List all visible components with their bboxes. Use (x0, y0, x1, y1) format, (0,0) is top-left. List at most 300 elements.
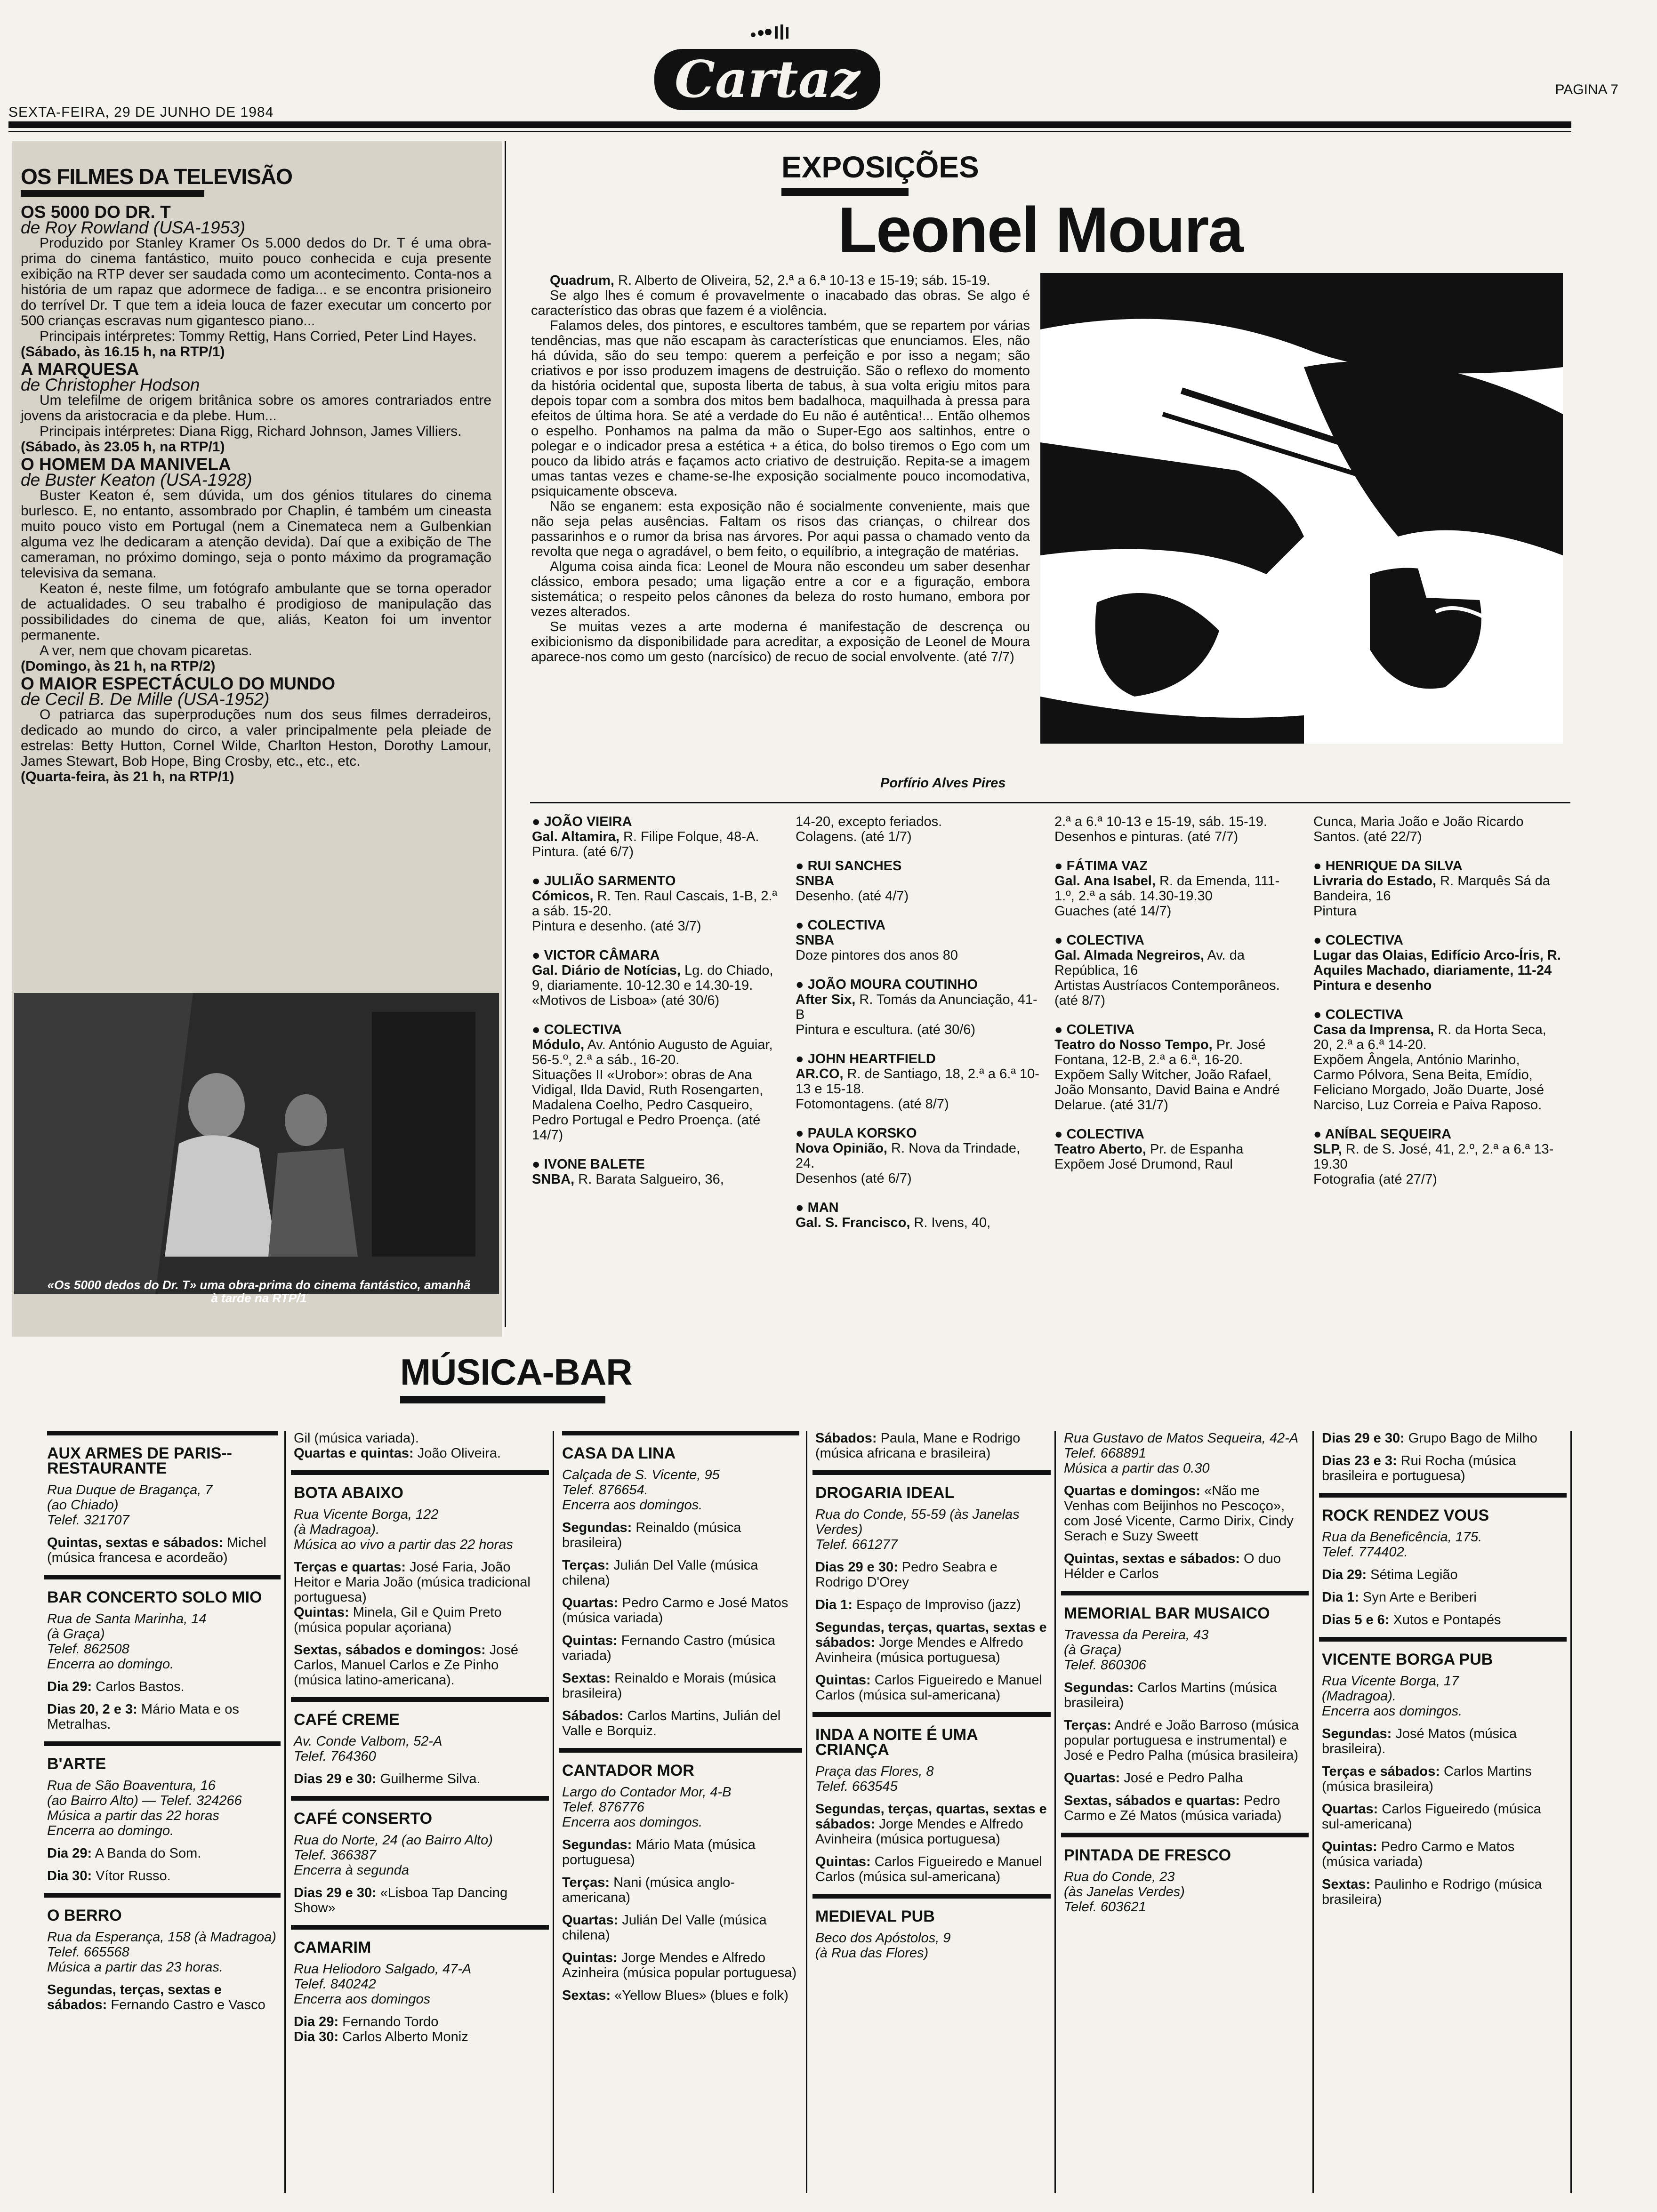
schedule-days: Dia 29: (47, 1846, 92, 1861)
schedule-act: Pedro Carmo e José Matos (música variada) (562, 1595, 788, 1626)
film-director: de Buster Keaton (USA-1928) (21, 470, 252, 489)
bar-address: (ao Chiado) (47, 1498, 119, 1513)
film-synopsis: Buster Keaton é, sem dúvida, um dos génios titulares do cinema burlesco. E, no entanto, assombrado por Chaplin, é também um cineasta muito pouco visto em Portugal (nem a Cinemateca nem a Gulbenkian alguma vez lhe dedicaram a atenção devida). Daí que a exibição de The cameraman, no próximo domingo, seja o ponto máximo da programação televisiva da semana. (21, 488, 491, 581)
bar-address: Travessa da Pereira, 43 (1064, 1627, 1209, 1643)
schedule-days: Quintas: (562, 1950, 618, 1965)
tv-film-list (21, 202, 491, 785)
review-paragraph: Falamos deles, dos pintores, e escultores também, que se repartem por várias tendências, mas que não escapam às características que enunciamos. Eles, não há dúvida, são do seu tempo: querem a perfeição e por isso a negam; são criativos e por isso produzem imagens de destruição. São o reflexo do momento da história ocidental que, suposta liberta de tabus, à sua volta erigiu mitos para depois topar com a sombra dos mitos bem badalhoca, maquilhada à pressa para efeitos de última hora. Se até a verdade do Eu não é autêntica!... Então olhemos o espelho. Ponhamos na palma da mão o Super-Ego aos saltinhos, entre o polegar e o indicador presa a estética + a ética, do bolso tiremos o Ego com um pouco da libido atrás e façamos acto criativo de destruição. Repita-se a imagem umas tantas vezes e chame-se-lhe exposição socialmente pouco incomodativa, psiquicamente obsceva. (531, 318, 1030, 499)
bar-name: CAFÉ CREME (294, 1711, 400, 1729)
schedule-days: Terças e sábados: (1322, 1764, 1440, 1779)
exhibition-column (796, 814, 1040, 1244)
bar-name: PINTADA DE FRESCO (1064, 1846, 1231, 1864)
schedule-act: Reinaldo (música brasileira) (562, 1520, 741, 1550)
bar-phone: Telef. 862508 (47, 1642, 129, 1657)
exhibition-info: Pintura (1313, 904, 1357, 919)
schedule-act: Reinaldo e Morais (música brasileira) (562, 1671, 776, 1701)
bar-address: Rua Vicente Borga, 17 (1322, 1674, 1459, 1689)
schedule-act: Pedro Seabra e Rodrigo D'Orey (815, 1560, 997, 1590)
exhibition-entry (796, 814, 1040, 844)
gallery-detail: Av. António Augusto de Aguiar, 56-5.º, 2.ª a sáb., 16-20. (532, 1037, 773, 1067)
schedule-act: «Lisboa Tap Dancing Show» (294, 1885, 508, 1915)
schedule-act: Jorge Mendes e Alfredo Azinheira (música popular portuguesa) (562, 1950, 797, 1980)
gallery-detail: 2.ª a 6.ª 10-13 e 15-19, sáb. 15-19. (1054, 814, 1267, 829)
gallery-detail: R. Barata Salgueiro, 36, (578, 1172, 724, 1187)
artist-name: ● ANÍBAL SEQUEIRA (1313, 1127, 1452, 1142)
schedule-act: Minela, Gil e Quim Preto (música popular açoriana) (294, 1605, 502, 1635)
gallery-detail: Cunca, Maria João e João Ricardo Santos. (até 22/7) (1313, 814, 1524, 844)
gallery-name: Gal. S. Francisco, (796, 1215, 910, 1230)
bar-phone: Telef. 661277 (815, 1537, 898, 1552)
exhibition-entry (1054, 1127, 1299, 1172)
schedule-days: Terças e quartas: (294, 1560, 406, 1575)
gallery-detail: R. Ten. Raul Cascais, 1-B, 2.ª a sáb. 15-20. (532, 889, 778, 919)
bar-name: INDA A NOITE É UMA CRIANÇA (815, 1726, 978, 1759)
artist-name: ● COLETIVA (1054, 1022, 1135, 1037)
schedule-act: Carlos Figueiredo (música sul-americana) (1322, 1802, 1541, 1832)
gallery-name: Teatro do Nosso Tempo, (1054, 1037, 1213, 1052)
exhibition-column (532, 814, 781, 1201)
film-synopsis: O patriarca das superproduções num dos seus filmes derradeiros, dedicado ao mundo do circo, a valer principalmente pela pleiade de estrelas: Betty Hutton, Cornel Wilde, Charlton Heston, Dorothy Lamour, James Stewart, Bob Hope, Bing Crosby, etc., etc., etc. (21, 707, 491, 769)
column-divider (505, 141, 506, 1327)
bar-address: Rua de São Boaventura, 16 (47, 1778, 216, 1793)
music-bar-column (294, 1431, 546, 2044)
bar-hours: Música a partir das 23 horas. (47, 1960, 223, 1975)
film-note: A ver, nem que chovam picaretas. (40, 643, 252, 658)
schedule-act: Vítor Russo. (96, 1868, 171, 1883)
bar-closing: Encerra aos domingos. (562, 1498, 703, 1513)
music-bar-column (47, 1431, 278, 2012)
exhibition-info: Pintura. (até 6/7) (532, 844, 634, 859)
exhibition-info: Colagens. (até 1/7) (796, 829, 912, 844)
artist-name: ● RUI SANCHES (796, 858, 902, 874)
gallery-detail: R. Ivens, 40, (914, 1215, 991, 1230)
schedule-act: Michel (música francesa e acordeão) (47, 1535, 266, 1565)
bar-phone: Telef. 860306 (1064, 1658, 1146, 1673)
exhibition-info: Desenhos (até 6/7) (796, 1171, 912, 1186)
tv-section-title: OS FILMES DA TELEVISÃO (21, 164, 292, 189)
schedule-days: Quartas: (1322, 1802, 1378, 1817)
exhibition-info: Fotomontagens. (até 8/7) (796, 1097, 949, 1112)
featured-artist-title: Leonel Moura (838, 194, 1243, 265)
bar-name: B'ARTE (47, 1755, 106, 1773)
gallery-name: SNBA, (532, 1172, 575, 1187)
music-bar-column (1322, 1431, 1564, 1907)
schedule-act: Carlos Alberto Moniz (342, 2029, 468, 2044)
bar-address: (ao Bairro Alto) — Telef. 324266 (47, 1793, 242, 1808)
exhibition-info: Artistas Austríacos Contemporâneos. (até 8/7) (1054, 978, 1280, 1008)
schedule-act: Pedro Carmo e Zé Matos (música variada) (1064, 1793, 1282, 1823)
exhibition-entry (796, 858, 1040, 904)
exhibition-info: Desenhos e pinturas. (até 7/7) (1054, 829, 1239, 844)
exhibition-entry (1313, 1127, 1563, 1187)
schedule-days: Sextas: (1322, 1877, 1371, 1892)
exhibition-entry (1313, 858, 1563, 919)
tv-title-underline (21, 190, 204, 197)
schedule-days: Quartas: (562, 1913, 619, 1928)
bar-address: Av. Conde Valbom, 52-A (294, 1734, 442, 1749)
schedule-act: Pedro Carmo e Matos (música variada) (1322, 1839, 1515, 1869)
exhibition-entry (1054, 1022, 1299, 1113)
schedule-days: Sábados: (815, 1431, 877, 1446)
bar-address: (à Graça) (1064, 1643, 1122, 1658)
bar-hours: Música ao vivo a partir das 22 horas (294, 1537, 513, 1552)
header-rule-thin (8, 131, 1571, 132)
bar-address: Rua do Conde, 23 (1064, 1869, 1175, 1884)
schedule-days: Quartas: (562, 1595, 619, 1611)
gallery-name: Lugar das Olaias, Edifício Arco-Íris, R. Aquiles Machado, diariamente, 11-24 (1313, 948, 1561, 978)
schedule-act: João Oliveira. (417, 1446, 501, 1461)
film-cast: Principais intérpretes: Tommy Rettig, Hans Corried, Peter Lind Hayes. (40, 329, 477, 344)
schedule-days: Segundas: (1322, 1726, 1392, 1741)
film-schedule: (Sábado, às 23.05 h, na RTP/1) (21, 439, 225, 455)
bar-address: Rua Gustavo de Matos Sequeira, 42-A (1064, 1431, 1299, 1446)
schedule-act: André e João Barroso (música popular portuguesa e instrumental) e José e Pedro Palha (música brasileira) (1064, 1718, 1299, 1763)
schedule-days: Quintas: (815, 1854, 871, 1869)
film-schedule: (Domingo, às 21 h, na RTP/2) (21, 658, 216, 674)
gallery-name: Livraria do Estado, (1313, 874, 1437, 889)
schedule-days: Dias 5 e 6: (1322, 1612, 1390, 1627)
bar-address: (à Rua das Flores) (815, 1946, 929, 1961)
gallery-name: Gal. Ana Isabel, (1054, 874, 1156, 889)
schedule-act: Carlos Figueiredo e Manuel Carlos (música sul-americana) (815, 1673, 1042, 1703)
schedule-days: Dia 1: (1322, 1590, 1359, 1605)
gallery-name: SLP, (1313, 1142, 1342, 1157)
page-number: PAGINA 7 (1555, 82, 1618, 97)
bar-closing: Encerra ao domingo. (47, 1657, 174, 1672)
schedule-days: Quintas: (1322, 1839, 1377, 1854)
schedule-act: Nani (música anglo-americana) (562, 1875, 735, 1905)
exhibition-info: Pintura e desenho (1313, 978, 1432, 993)
bar-name: AUX ARMES DE PARIS--RESTAURANTE (47, 1444, 232, 1477)
schedule-days: Terças: (562, 1875, 610, 1890)
artist-name: ● JULIÃO SARMENTO (532, 874, 676, 889)
schedule-days: Dia 1: (815, 1597, 853, 1612)
bar-address: Rua do Norte, 24 (ao Bairro Alto) (294, 1833, 493, 1848)
schedule-days: Sextas: (562, 1988, 611, 2003)
schedule-act: Carlos Martins (música brasileira) (1322, 1764, 1532, 1794)
schedule-act: Carlos Martins, Julián del Valle e Borquiz. (562, 1708, 781, 1739)
bar-divider (291, 1697, 549, 1702)
exhibition-info: Desenho. (até 4/7) (796, 889, 909, 904)
issue-date: SEXTA-FEIRA, 29 DE JUNHO DE 1984 (8, 104, 274, 120)
bar-address: Rua da Beneficência, 175. (1322, 1530, 1482, 1545)
schedule-days: Dia 29: (294, 2014, 339, 2029)
schedule-act: Paula, Mane e Rodrigo (música africana e brasileira) (815, 1431, 1021, 1461)
schedule-act: Jorge Mendes e Alfredo Avinheira (música portuguesa) (815, 1817, 1023, 1847)
review-paragraph: Alguma coisa ainda fica: Leonel de Moura não escondeu um saber desenhar clássico, embora pesado; uma ligação entre a cor e a figuração, embora sistemática; o respeito pelos cânones da beleza do rosto humano, embora por vezes alterados. (531, 559, 1030, 619)
bar-name: ROCK RENDEZ VOUS (1322, 1507, 1489, 1524)
bar-divider (1319, 1637, 1567, 1642)
gallery-name: After Six, (796, 992, 856, 1007)
bar-name: BOTA ABAIXO (294, 1484, 403, 1502)
gallery-detail: Av. da República, 16 (1054, 948, 1245, 978)
bar-address: Rua Heliodoro Salgado, 47-A (294, 1962, 472, 1977)
schedule-days: Dia 29: (1322, 1567, 1367, 1582)
bar-phone: Telef. 764360 (294, 1749, 376, 1764)
bar-address: Rua Duque de Bragança, 7 (47, 1483, 213, 1498)
schedule-days: Terças: (562, 1558, 610, 1573)
bar-name: CASA DA LINA (562, 1444, 676, 1462)
gallery-name: Teatro Aberto, (1054, 1142, 1146, 1157)
bar-divider (291, 1470, 549, 1475)
bar-name: CANTADOR MOR (562, 1762, 694, 1779)
exhibition-entry (532, 948, 781, 1008)
gallery-detail: R. da Horta Seca, 20, 2.ª a 6.ª 14-20. (1313, 1022, 1546, 1052)
bar-address: Rua da Esperança, 158 (à Madragoa) (47, 1930, 276, 1945)
schedule-days: Dia 29: (47, 1679, 92, 1694)
schedule-days: Dias 29 e 30: (294, 1771, 377, 1787)
bar-divider (291, 1925, 549, 1930)
bar-phone: Telef. 603621 (1064, 1899, 1146, 1915)
gallery-name: Gal. Altamira, (532, 829, 619, 844)
film-synopsis: Um telefilme de origem britânica sobre os amores contrariados entre jovens da aristocracia e da plebe. Hum... (21, 393, 491, 424)
gallery-detail: R. Marquês Sá da Bandeira, 16 (1313, 874, 1550, 904)
exhibition-entry (532, 1022, 781, 1143)
bar-address: Rua de Santa Marinha, 14 (47, 1611, 207, 1627)
gallery-name: Gal. Almada Negreiros, (1054, 948, 1205, 963)
artist-name: ● HENRIQUE DA SILVA (1313, 858, 1463, 874)
exhibition-entry (796, 1200, 1040, 1230)
bar-phone: Telef. 876654. (562, 1483, 648, 1498)
schedule-act: O duo Hélder e Carlos (1064, 1551, 1281, 1581)
schedule-act: Sétima Legião (1370, 1567, 1458, 1582)
artwork-image (1040, 273, 1563, 744)
gallery-name: Nova Opinião, (796, 1141, 887, 1156)
schedule-days: Segundas: (562, 1520, 632, 1535)
schedule-days: Sextas: (562, 1671, 611, 1686)
schedule-act: Espaço de Improviso (jazz) (856, 1597, 1021, 1612)
bar-divider (1061, 1591, 1309, 1595)
gallery-detail: Pr. de Espanha (1150, 1142, 1244, 1157)
exhibition-entry (532, 1157, 781, 1187)
exhibition-info: Expõem Ângela, António Marinho, Carmo Pólvora, Sena Beita, Emídio, Feliciano Morgado, João Duarte, José Narciso, Luz Correia e Paiva Raposo. (1313, 1052, 1544, 1113)
bar-name: DROGARIA IDEAL (815, 1484, 955, 1502)
schedule-days: Sextas, sábados e domingos: (294, 1643, 486, 1658)
schedule-days: Dias 29 e 30: (815, 1560, 898, 1575)
review-byline: Porfírio Alves Pires (880, 776, 1006, 791)
schedule-days: Segundas: (562, 1837, 632, 1852)
film-director: de Cecil B. De Mille (USA-1952) (21, 689, 270, 709)
music-bar-heading: MÚSICA-BAR (400, 1351, 632, 1393)
review-venue-detail: R. Alberto de Oliveira, 52, 2.ª a 6.ª 10-13 e 15-19; sáb. 15-19. (618, 273, 990, 288)
exhibition-info: «Motivos de Lisboa» (até 30/6) (532, 993, 720, 1008)
bar-divider (1061, 1833, 1309, 1837)
artist-name: ● PAULA KORSKO (796, 1126, 917, 1141)
exhibition-info: Situações II «Urobor»: obras de Ana Vidigal, Ilda David, Ruth Rosengarten, Madalena Coelho, Pedro Casqueiro, Pedro Portugal e Pedro Proença. (até 14/7) (532, 1067, 764, 1143)
exhibition-info: Fotografia (até 27/7) (1313, 1172, 1437, 1187)
artist-name: ● JOÃO MOURA COUTINHO (796, 977, 978, 992)
bar-name: CAFÉ CONSERTO (294, 1810, 433, 1827)
gallery-detail: R. Tomás da Anunciação, 41-B (796, 992, 1038, 1022)
film-title: OS 5000 DO DR. T (21, 202, 171, 222)
gallery-detail: R. Nova da Trindade, 24. (796, 1141, 1021, 1171)
review-text (531, 273, 1030, 665)
schedule-days: Quintas: (815, 1673, 871, 1688)
artist-name: ● COLECTIVA (796, 918, 885, 933)
gallery-name: Casa da Imprensa, (1313, 1022, 1434, 1037)
exhibition-entry (796, 977, 1040, 1037)
schedule-act: Rui Rocha (música brasileira e portuguesa) (1322, 1453, 1516, 1483)
bar-phone: Telef. 665568 (47, 1945, 129, 1960)
review-paragraph: Não se enganem: esta exposição não é socialmente conveniente, mais que não seja pelas ausências. Faltam os risos das crianças, o chilrear dos passarinhos e o rumor da brisa nas árvores. Por aqui passa o chamado vento da revolta que nega o agradável, o bem feito, o equilíbrio, a integração de matérias. (531, 499, 1030, 559)
schedule-act: José Carlos, Manuel Carlos e Ze Pinho (música latino-americana). (294, 1643, 519, 1688)
review-paragraph: Se algo lhes é comum é provavelmente o inacabado das obras. Se algo é característico das obras que fazem é a violência. (531, 288, 1030, 318)
artist-name: ● COLECTIVA (1313, 1007, 1403, 1022)
schedule-days: Quartas: (1064, 1771, 1120, 1786)
exhibition-entry (1313, 1007, 1563, 1113)
film-title: O MAIOR ESPECTÁCULO DO MUNDO (21, 674, 336, 693)
exhibition-column (1054, 814, 1299, 1186)
schedule-days: Sábados: (562, 1708, 624, 1723)
artist-name: ● FÁTIMA VAZ (1054, 858, 1148, 874)
schedule-days: Dias 20, 2 e 3: (47, 1702, 137, 1717)
schedule-act: «Yellow Blues» (blues e folk) (614, 1988, 788, 2003)
exhibition-entry (1054, 814, 1299, 844)
artist-name: ● COLECTIVA (1054, 933, 1144, 948)
exhibition-entry (1054, 858, 1299, 919)
schedule-act: José Faria, João Heitor e Maria João (música tradicional portuguesa) (294, 1560, 531, 1605)
artist-name: ● JOHN HEARTFIELD (796, 1051, 936, 1066)
exhibition-info: Expõem José Drumond, Raul (1054, 1157, 1233, 1172)
schedule-act: José Matos (música brasileira). (1322, 1726, 1517, 1756)
gallery-detail: R. da Emenda, 111-1.º, 2.ª a sáb. 14.30-19.30 (1054, 874, 1280, 904)
film-director: de Roy Rowland (USA-1953) (21, 218, 246, 237)
bar-closing: Encerra ao domingo. (47, 1823, 174, 1838)
bar-closing: Encerra aos domingos. (1322, 1704, 1463, 1719)
bar-name: O BERRO (47, 1907, 122, 1924)
bar-name: MEMORIAL BAR MUSAICO (1064, 1604, 1270, 1622)
schedule-days: Quintas: (562, 1633, 618, 1648)
listings-rule (530, 802, 1570, 803)
schedule-act: Paulinho e Rodrigo (música brasileira) (1322, 1877, 1542, 1907)
film-schedule: (Quarta-feira, às 21 h, na RTP/1) (21, 769, 234, 785)
gallery-name: Gal. Diário de Notícias, (532, 963, 681, 978)
artist-name: ● COLECTIVA (1054, 1127, 1144, 1142)
schedule-act: Julián Del Valle (música chilena) (562, 1913, 767, 1943)
bar-hours: Música a partir das 22 horas (47, 1808, 219, 1823)
exhibition-entry (532, 814, 781, 859)
bar-phone: Telef. 876776 (562, 1800, 644, 1815)
exhibition-entry (1313, 933, 1563, 993)
column-divider (553, 1431, 554, 2193)
column-divider (1054, 1431, 1056, 2193)
music-bar-underline (400, 1396, 605, 1403)
gallery-detail: Pr. José Fontana, 12-B, 2.ª a 6.ª, 16-20. (1054, 1037, 1266, 1067)
bar-divider (812, 1894, 1051, 1899)
film-schedule: (Sábado, às 16.15 h, na RTP/1) (21, 344, 225, 360)
schedule-days: Quartas e domingos: (1064, 1483, 1201, 1499)
exhibition-info: Expõem Sally Witcher, João Rafael, João Monsanto, David Baina e André Delarue. (até 31/7) (1054, 1067, 1280, 1113)
schedule-days: Quintas: (294, 1605, 349, 1620)
bar-address: (à Graça) (47, 1627, 105, 1642)
exhibition-entry (796, 918, 1040, 963)
gallery-detail: 14-20, excepto feriados. (796, 814, 942, 829)
column-divider (1570, 1431, 1572, 2193)
exhibition-info: Pintura e desenho. (até 3/7) (532, 919, 701, 934)
schedule-days: Quintas, sextas e sábados: (47, 1535, 223, 1550)
cartaz-logo (645, 21, 890, 120)
exhibition-entry (796, 1051, 1040, 1112)
schedule-act: Jorge Mendes e Alfredo Avinheira (música portuguesa) (815, 1635, 1023, 1665)
gallery-name: Cómicos, (532, 889, 594, 904)
schedule-act: José e Pedro Palha (1124, 1771, 1243, 1786)
review-paragraph: Se muitas vezes a arte moderna é manifestação de descrença ou exibicionismo da disponibilidade para acreditar, a exposição de Leonel de Moura aparece-nos como um gesto (narcísico) de recuo de social envolvente. (até 7/7) (531, 619, 1030, 665)
bar-divider (559, 1748, 802, 1753)
bar-phone: Telef. 668891 (1064, 1446, 1146, 1461)
bar-address: Largo do Contador Mor, 4-B (562, 1785, 732, 1800)
schedule-act: Carlos Figueiredo e Manuel Carlos (música sul-americana) (815, 1854, 1042, 1884)
svg-text:Cartaz: Cartaz (674, 50, 861, 109)
artist-name: ● JOÃO VIEIRA (532, 814, 632, 829)
gallery-name: SNBA (796, 933, 835, 948)
schedule-days: Dias 29 e 30: (1322, 1431, 1405, 1446)
bar-address: (à Madragoa). (294, 1522, 380, 1537)
music-bar-column (815, 1431, 1048, 1961)
column-divider (1312, 1431, 1314, 2193)
schedule-act: Fernando Tordo (342, 2014, 439, 2029)
exhibition-column (1313, 814, 1563, 1201)
film-director: de Christopher Hodson (21, 375, 200, 394)
film-title: A MARQUESA (21, 360, 139, 379)
bar-phone: Telef. 774402. (1322, 1545, 1408, 1560)
bar-phone: Telef. 366387 (294, 1848, 376, 1863)
bar-divider (291, 1796, 549, 1801)
schedule-days: Segundas, terças, quartas, sextas e sábados: (815, 1802, 1047, 1832)
schedule-act: Julián Del Valle (música chilena) (562, 1558, 758, 1588)
bar-address: (às Janelas Verdes) (1064, 1884, 1185, 1899)
schedule-act: Carlos Martins (música brasileira) (1064, 1680, 1277, 1710)
schedule-act: Xutos e Pontapés (1393, 1612, 1501, 1627)
bar-divider (812, 1712, 1051, 1717)
schedule-act: Guilherme Silva. (380, 1771, 481, 1787)
exhibition-entry (1054, 933, 1299, 1008)
schedule-act: Mário Mata e os Metralhas. (47, 1702, 239, 1732)
bar-divider (44, 1893, 281, 1898)
music-bar-column (1064, 1431, 1306, 1915)
schedule-days: Dias 23 e 3: (1322, 1453, 1397, 1468)
exhibition-info: Guaches (até 14/7) (1054, 904, 1172, 919)
bar-name: VICENTE BORGA PUB (1322, 1651, 1493, 1668)
schedule-act: A Banda do Som. (95, 1846, 201, 1861)
schedule-days: Quintas, sextas e sábados: (1064, 1551, 1240, 1566)
bar-closing: Encerra aos domingos. (562, 1815, 703, 1830)
schedule-act: Syn Arte e Beriberi (1363, 1590, 1477, 1605)
bar-closing: Encerra aos domingos (294, 1992, 431, 2007)
bar-divider (812, 1470, 1051, 1475)
music-bar-column (562, 1431, 799, 2003)
exhibition-entry (796, 1126, 1040, 1186)
schedule-days: Segundas, terças, quartas, sextas e sábados: (815, 1620, 1047, 1650)
bar-name: MEDIEVAL PUB (815, 1907, 935, 1925)
bar-hours: Música a partir das 0.30 (1064, 1461, 1210, 1476)
exhibition-info: Doze pintores dos anos 80 (796, 948, 958, 963)
schedule-act: Carlos Bastos. (96, 1679, 185, 1694)
gallery-name: Módulo, (532, 1037, 585, 1052)
bar-address: Praça das Flores, 8 (815, 1764, 934, 1779)
schedule-act: Gil (música variada). (294, 1431, 419, 1446)
gallery-detail: Lg. do Chiado, 9, diariamente. 10-12.30 e 14.30-19. (532, 963, 773, 993)
schedule-act: «Não me Venhas com Beijinhos no Pescoço», com José Vicente, Carmo Dirix, Cindy Serach e Suzy Sweett (1064, 1483, 1294, 1544)
gallery-name: SNBA (796, 874, 835, 889)
exhibition-entry (532, 874, 781, 934)
bar-name: BAR CONCERTO SOLO MIO (47, 1588, 262, 1606)
gallery-detail: R. de Santiago, 18, 2.ª a 6.ª 10-13 e 15-18. (796, 1066, 1039, 1097)
schedule-days: Segundas, terças, sextas e sábados: (47, 1982, 222, 2012)
bar-divider (44, 1575, 281, 1579)
gallery-detail: R. de S. José, 41, 2.º, 2.ª a 6.ª 13-19.30 (1313, 1142, 1554, 1172)
schedule-act: Mário Mata (música portuguesa) (562, 1837, 756, 1867)
bar-phone: Telef. 663545 (815, 1779, 898, 1794)
